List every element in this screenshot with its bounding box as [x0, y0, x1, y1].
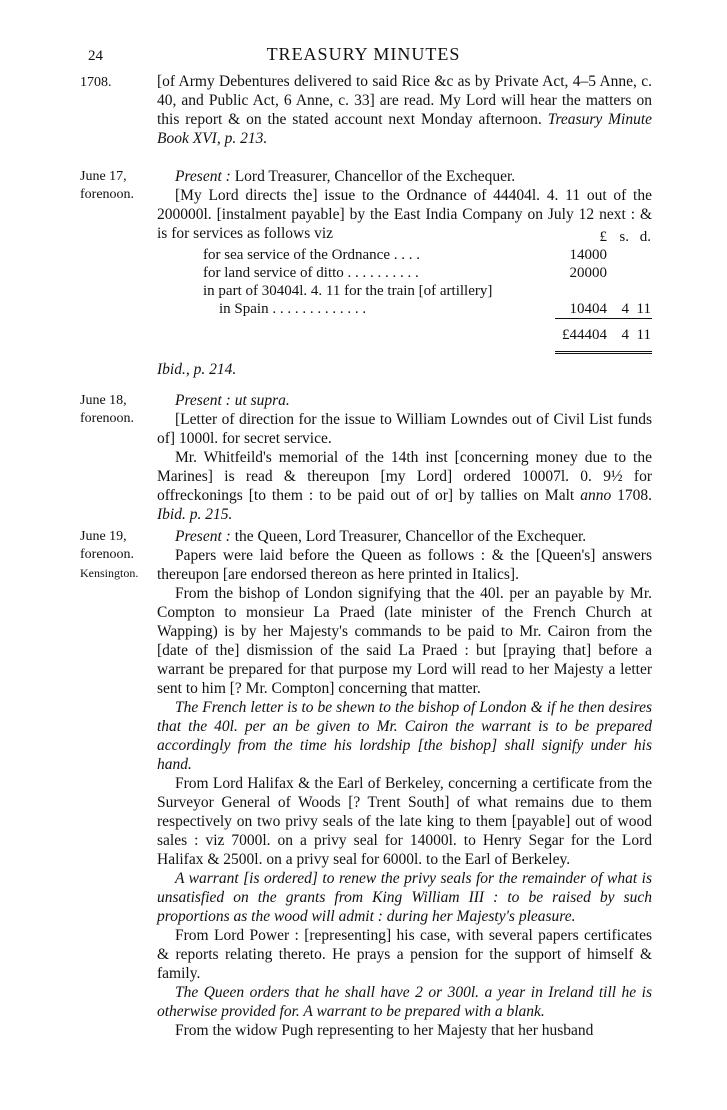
margin-date: June 19, — [80, 529, 127, 544]
table-total-row — [203, 326, 652, 344]
present-list: the Queen, Lord Treasurer, Chancellor of the Exchequer. — [234, 528, 587, 545]
june19-paragraph: From the bishop of London signifying that the 40l. per an payable by Mr. Compton to monsieur La Praed (late minister of the French Church at Wapping) is by her Majesty's commands to be paid to Mr. Cairon from the [date of the] dismission of the said La Praed : but [praying that] before a warrant be prepared for that purpose my Lord will read to her Majesty a letter sent to him [? Mr. Compton] concerning that matter. — [157, 585, 652, 697]
continuation-reference: Treasury Minute Book XVI, p. 213. — [157, 111, 653, 147]
table-row — [203, 264, 652, 282]
june18-text1: [Letter of direction for the issue to William Lowndes out of Civil List funds of] 1000l. for secret service. — [157, 411, 652, 447]
queen-answer: A warrant [is ordered] to renew the privy seals for the remainder of what is unsatisfied on the grants from King William III : to be raised by such proportions as the wood will admit : during her Majesty's pleasure. — [157, 870, 652, 925]
june17-reference — [157, 360, 652, 379]
june18-text2: Mr. Whitfeild's memorial of the 14th inst [concerning money due to the Marines] is read & thereupon [my Lord] ordered 10007l. 0. 9½ for offreckonings [to them : to be paid out of or] by tallies on Malt — [157, 449, 652, 504]
june19-paragraph: Papers were laid before the Queen as follows : & the [Queen's] answers thereupon [are endorsed thereon as here printed in Italics]. — [157, 547, 652, 583]
margin-date: June 18, — [80, 393, 127, 408]
row-shillings: 4 — [621, 301, 629, 317]
running-title: TREASURY MINUTES — [266, 44, 461, 64]
row-pounds: 20000 — [569, 265, 607, 281]
page-header — [0, 44, 727, 66]
table-double-rule — [555, 351, 652, 356]
margin-place: Kensington. — [80, 566, 139, 580]
june17-text: [My Lord directs the] issue to the Ordnance of 44404l. 4. 11 out of the 200000l. [instalment payable] by the East India Company on July 12 next : & is for services as follows viz — [157, 187, 652, 242]
june19-paragraph: From the widow Pugh representing to her Majesty that her husband — [175, 1022, 594, 1039]
present-list: Lord Treasurer, Chancellor of the Exchequer. — [234, 168, 516, 185]
ordnance-total — [203, 326, 652, 344]
total-shillings: 4 — [621, 327, 629, 343]
margin-year: 1708. — [80, 75, 112, 90]
queen-answer: The Queen orders that he shall have 2 or 300l. a year in Ireland till he is otherwise provided for. A warrant to be prepared with a blank. — [157, 984, 652, 1020]
row-desc: in part of 30404l. 4. 11 for the train [of artillery] — [203, 283, 493, 299]
total-pounds: £44404 — [562, 327, 607, 343]
reference-text: Ibid., p. 214. — [157, 361, 237, 378]
present-label: Present : — [175, 392, 231, 409]
total-pence: 11 — [636, 327, 651, 343]
margin-june18 — [80, 392, 146, 428]
row-pounds: 10404 — [569, 301, 607, 317]
table-row — [203, 246, 652, 264]
entry-june18 — [157, 391, 652, 524]
table-header-row — [203, 228, 652, 246]
present-list: ut supra. — [234, 392, 290, 409]
margin-time: forenoon. — [80, 547, 135, 562]
col-pence: d. — [639, 229, 651, 245]
june18-year: 1708. — [617, 487, 653, 504]
queen-answer: The French letter is to be shewn to the bishop of London & if he then desires that the 40l. per an be given to Mr. Cairon the warrant is to be prepared accordingly from the time his lordship [the bishop] shall signify under his hand. — [157, 699, 652, 773]
page-number: 24 — [88, 48, 103, 64]
ordnance-table — [203, 228, 652, 318]
table-row — [203, 282, 652, 300]
june19-paragraph: From Lord Power : [representing] his case, with several papers certificates & reports relating thereto. He prays a pension for the support of himself & family. — [157, 927, 652, 982]
table-rule — [555, 318, 652, 319]
row-desc: for land service of ditto . . . . . . . . . . — [203, 265, 419, 281]
entry-june19 — [157, 527, 652, 1040]
continuation-text: [of Army Debentures delivered to said Rice &c as by Private Act, 4–5 Anne, c. 40, and Public Act, 6 Anne, c. 33] are read. My Lord will hear the matters on this report & on the stated account next Monday afternoon. — [157, 73, 652, 128]
margin-date: June 17, — [80, 169, 127, 184]
june18-reference: Ibid. p. 215. — [157, 506, 233, 523]
row-pence: 11 — [636, 301, 651, 317]
margin-time: forenoon. — [80, 187, 135, 202]
margin-june17 — [80, 168, 146, 204]
table-row — [203, 300, 652, 318]
row-desc: in Spain . . . . . . . . . . . . . — [219, 301, 367, 317]
row-desc: for sea service of the Ordnance . . . . — [203, 247, 420, 263]
col-pounds: £ — [599, 229, 607, 245]
margin-june19 — [80, 528, 146, 582]
june18-anno: anno — [580, 487, 612, 504]
margin-time: forenoon. — [80, 411, 135, 426]
col-shillings: s. — [619, 229, 629, 245]
row-pounds: 14000 — [569, 247, 607, 263]
present-label: Present : — [175, 528, 231, 545]
june19-paragraph: From Lord Halifax & the Earl of Berkeley, concerning a certificate from the Surveyor General of Woods [? Trent South] of what remains due to them respectively on two privy seals of the late king to them [payable] out of wood sales : viz 7000l. on a privy seal for 14000l. to Henry Segar for the Lord Halifax & 2500l. on a privy seal for 6000l. to the Earl of Berkeley. — [157, 775, 652, 868]
entry-continuation — [157, 72, 652, 148]
present-label: Present : — [175, 168, 231, 185]
